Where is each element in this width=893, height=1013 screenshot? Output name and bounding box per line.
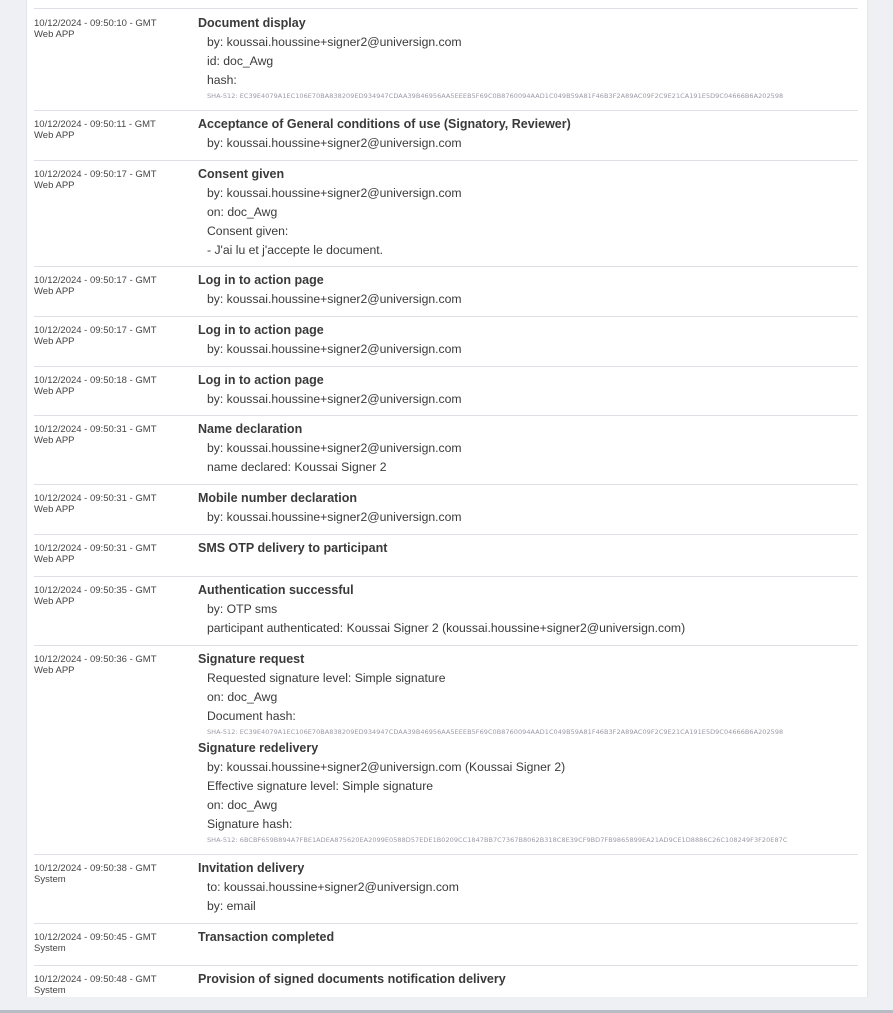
entry-timestamp: 10/12/2024 - 09:50:17 - GMT xyxy=(34,325,157,336)
event-title: Signature request xyxy=(198,652,305,666)
event-detail: by: OTP sms xyxy=(207,602,278,616)
entry-content xyxy=(198,321,853,359)
audit-entry xyxy=(34,266,858,317)
entry-timestamp: 10/12/2024 - 09:50:31 - GMT xyxy=(34,543,157,554)
event-title: Provision of signed documents notification delivery xyxy=(198,972,506,986)
entry-meta xyxy=(34,275,194,297)
entry-source: Web APP xyxy=(34,29,75,40)
event-detail: on: doc_Awg xyxy=(207,205,278,219)
event-title: Signature redelivery xyxy=(198,741,319,755)
event-title: Transaction completed xyxy=(198,930,335,944)
hash-value: SHA-512: 6BCBF659B894A7FBE1ADEA875620EA2099E0588D57EDE1B0209CC1847BB7C7367B8062B318C8E39CF9BD7FB9865899EA21AD9CE1D8886C26C108249F3F20E87C xyxy=(207,836,788,844)
entry-meta xyxy=(34,863,194,885)
entry-source: Web APP xyxy=(34,180,75,191)
entry-source: System xyxy=(34,985,66,996)
entry-source: Web APP xyxy=(34,386,75,397)
event-detail: on: doc_Awg xyxy=(207,798,278,812)
audit-entry xyxy=(34,534,858,577)
audit-entry xyxy=(34,316,858,367)
entry-content xyxy=(198,14,853,103)
entry-source: Web APP xyxy=(34,286,75,297)
entry-timestamp: 10/12/2024 - 09:50:38 - GMT xyxy=(34,863,157,874)
event-title: Log in to action page xyxy=(198,323,324,337)
entry-timestamp: 10/12/2024 - 09:50:17 - GMT xyxy=(34,169,157,180)
event-title: Consent given xyxy=(198,167,285,181)
audit-entry xyxy=(34,415,858,485)
entry-timestamp: 10/12/2024 - 09:50:36 - GMT xyxy=(34,654,157,665)
entry-timestamp: 10/12/2024 - 09:50:18 - GMT xyxy=(34,375,157,386)
event-detail: by: koussai.houssine+signer2@universign.com xyxy=(207,510,462,524)
event-detail: by: koussai.houssine+signer2@universign.com xyxy=(207,342,462,356)
entry-source: Web APP xyxy=(34,504,75,515)
audit-entry xyxy=(34,160,858,267)
event-title: Log in to action page xyxy=(198,273,324,287)
entry-content xyxy=(198,420,853,477)
audit-entry xyxy=(34,110,858,161)
entry-meta xyxy=(34,974,194,996)
entry-meta xyxy=(34,119,194,141)
event-title: Log in to action page xyxy=(198,373,324,387)
entry-source: System xyxy=(34,943,66,954)
entry-meta xyxy=(34,18,194,40)
audit-entry xyxy=(34,965,858,997)
entry-source: Web APP xyxy=(34,665,75,676)
event-detail: by: email xyxy=(207,899,256,913)
entry-source: System xyxy=(34,874,66,885)
event-detail: Signature hash: xyxy=(207,817,293,831)
entry-content xyxy=(198,859,853,916)
event-detail: on: doc_Awg xyxy=(207,690,278,704)
event-detail: by: koussai.houssine+signer2@universign.com xyxy=(207,186,462,200)
event-detail: by: koussai.houssine+signer2@universign.com xyxy=(207,441,462,455)
event-detail: Requested signature level: Simple signature xyxy=(207,671,446,685)
event-detail: hash: xyxy=(207,73,237,87)
event-detail: by: koussai.houssine+signer2@universign.com xyxy=(207,35,462,49)
audit-entry xyxy=(34,645,858,855)
entry-source: Web APP xyxy=(34,596,75,607)
entry-timestamp: 10/12/2024 - 09:50:48 - GMT xyxy=(34,974,157,985)
entry-content xyxy=(198,489,853,527)
entry-content xyxy=(198,115,853,153)
event-detail: to: koussai.houssine+signer2@universign.com xyxy=(207,880,459,894)
event-title: Document display xyxy=(198,16,306,30)
entry-timestamp: 10/12/2024 - 09:50:11 - GMT xyxy=(34,119,156,130)
entry-meta xyxy=(34,654,194,676)
entry-content xyxy=(198,539,853,558)
audit-entry xyxy=(34,576,858,646)
event-detail: by: koussai.houssine+signer2@universign.com xyxy=(207,392,462,406)
event-title: Mobile number declaration xyxy=(198,491,358,505)
entry-timestamp: 10/12/2024 - 09:50:17 - GMT xyxy=(34,275,157,286)
event-detail: by: koussai.houssine+signer2@universign.com xyxy=(207,292,462,306)
entry-meta xyxy=(34,325,194,347)
event-detail: name declared: Koussai Signer 2 xyxy=(207,460,387,474)
entry-content xyxy=(198,928,853,947)
entry-timestamp: 10/12/2024 - 09:50:31 - GMT xyxy=(34,493,157,504)
event-title: SMS OTP delivery to participant xyxy=(198,541,388,555)
entry-timestamp: 10/12/2024 - 09:50:31 - GMT xyxy=(34,424,157,435)
entry-timestamp: 10/12/2024 - 09:50:10 - GMT xyxy=(34,18,157,29)
event-detail: Document hash: xyxy=(207,709,296,723)
event-detail: - J'ai lu et j'accepte le document. xyxy=(207,243,384,257)
event-title: Acceptance of General conditions of use (Signatory, Reviewer) xyxy=(198,117,571,131)
event-detail: id: doc_Awg xyxy=(207,54,274,68)
audit-entry xyxy=(34,366,858,416)
audit-entry xyxy=(34,923,858,966)
entry-source: Web APP xyxy=(34,336,75,347)
event-title: Authentication successful xyxy=(198,583,354,597)
entry-content xyxy=(198,970,853,989)
entry-timestamp: 10/12/2024 - 09:50:45 - GMT xyxy=(34,932,157,943)
event-detail: Effective signature level: Simple signature xyxy=(207,779,434,793)
entry-content xyxy=(198,165,853,260)
hash-value: SHA-512: EC39E4079A1EC106E70BA838209ED934947CDAA39B46956AA5EEEB5F69C0B8760094AAD1C049B59A81F46B3F2A89AC09F2C9E21CA191E5D9C04666B6A202598 xyxy=(207,728,784,736)
event-detail: Consent given: xyxy=(207,224,289,238)
entry-content xyxy=(198,371,853,409)
entry-content xyxy=(198,581,853,638)
event-title: Name declaration xyxy=(198,422,303,436)
audit-entry xyxy=(34,854,858,924)
entry-source: Web APP xyxy=(34,130,75,141)
entry-meta xyxy=(34,424,194,446)
entry-source: Web APP xyxy=(34,435,75,446)
entry-content xyxy=(198,271,853,309)
audit-trail-panel xyxy=(26,0,868,997)
event-title: Invitation delivery xyxy=(198,861,305,875)
hash-value: SHA-512: EC39E4079A1EC106E70BA838209ED934947CDAA39B46956AA5EEEB5F69C0B8760094AAD1C049B59A81F46B3F2A89AC09F2C9E21CA191E5D9C04666B6A202598 xyxy=(207,92,784,100)
entry-meta xyxy=(34,169,194,191)
entry-timestamp: 10/12/2024 - 09:50:35 - GMT xyxy=(34,585,157,596)
entry-meta xyxy=(34,585,194,607)
entry-meta xyxy=(34,932,194,954)
audit-entry xyxy=(34,9,858,111)
event-detail: participant authenticated: Koussai Signer 2 (koussai.houssine+signer2@universign.com) xyxy=(207,621,686,635)
entry-meta xyxy=(34,493,194,515)
event-detail: by: koussai.houssine+signer2@universign.com (Koussai Signer 2) xyxy=(207,760,566,774)
audit-entry xyxy=(34,484,858,535)
entry-meta xyxy=(34,375,194,397)
entry-source: Web APP xyxy=(34,554,75,565)
entry-content xyxy=(198,650,853,847)
entry-meta xyxy=(34,543,194,565)
event-detail: by: koussai.houssine+signer2@universign.com xyxy=(207,136,462,150)
